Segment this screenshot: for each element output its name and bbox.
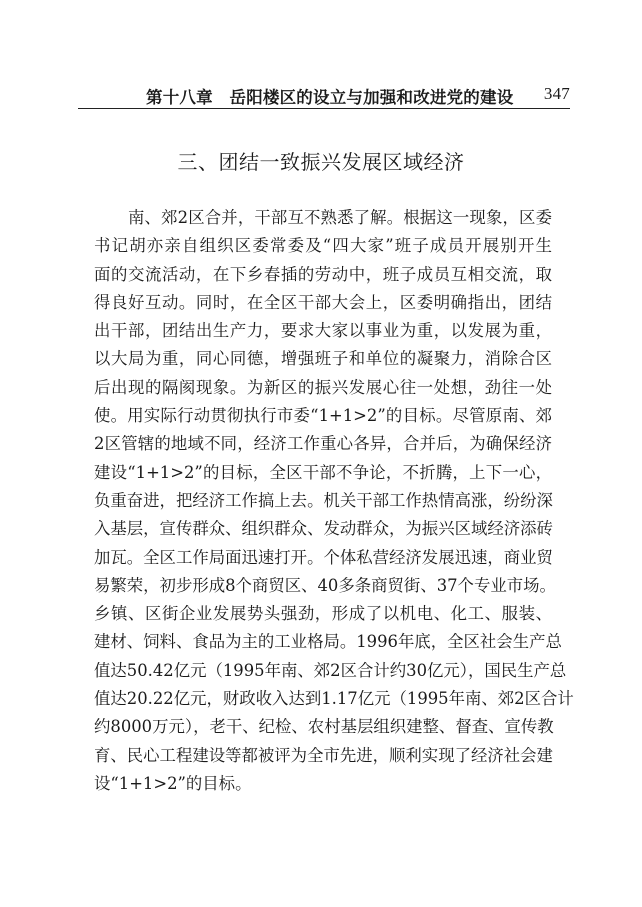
paragraph-line: 设“1+1>2”的目标。 [94, 773, 252, 793]
running-header [78, 81, 570, 107]
paragraph-line: 使。用实际行动贯彻执行市委“1+1>2”的目标。尽管原南、郊 [94, 406, 552, 426]
paragraph-line: 南、郊2区合并，干部互不熟悉了解。根据这一现象，区委 [128, 208, 552, 227]
chapter-title: 第十八章 岳阳楼区的设立与加强和改进党的建设 [146, 88, 514, 107]
paragraph-line: 面的交流活动，在下乡春插的劳动中，班子成员互相交流，取 [94, 264, 552, 284]
paragraph-line: 易繁荣，初步形成8个商贸区、40多条商贸街、37个专业市场。 [94, 575, 556, 595]
header-rule [78, 108, 570, 109]
paragraph-line: 值达20.22亿元，财政收入达到1.17亿元（1995年南、郊2区合计 [94, 689, 574, 709]
page-number: 347 [543, 84, 570, 103]
paragraph-line: 后出现的隔阂现象。为新区的振兴发展心往一处想，劲往一处 [94, 377, 552, 397]
paragraph-line: 负重奋进，把经济工作搞上去。机关干部工作热情高涨，纷纷深 [94, 490, 553, 510]
paragraph-line: 得良好互动。同时，在全区干部大会上，区委明确指出，团结 [94, 292, 552, 312]
paragraph-line: 育、民心工程建设等都被评为全市先进，顺利实现了经济社会建 [94, 745, 553, 765]
body-paragraph [94, 204, 574, 798]
paragraph-line: 建设“1+1>2”的目标，全区干部不争论，不折腾，上下一心， [94, 462, 552, 482]
paragraph-line: 建材、饲料、食品为主的工业格局。1996年底，全区社会生产总 [94, 632, 562, 652]
paragraph-line: 值达50.42亿元（1995年南、郊2区合计约30亿元），国民生产总 [94, 660, 567, 680]
paragraph-line: 2区管辖的地域不同，经济工作重心各异，合并后，为确保经济 [94, 434, 552, 454]
paragraph-line: 约8000万元），老干、纪检、农村基层组织建整、督查、宣传教 [94, 717, 554, 737]
paragraph-line: 以大局为重，同心同德，增强班子和单位的凝聚力，消除合区 [94, 349, 552, 369]
section-heading: 三、团结一致振兴发展区域经济 [177, 150, 465, 174]
paragraph-line: 乡镇、区街企业发展势头强劲，形成了以机电、化工、服装、 [94, 604, 552, 624]
paragraph-line: 出干部，团结出生产力，要求大家以事业为重，以发展为重， [94, 321, 552, 341]
paragraph-line: 书记胡亦亲自组织区委常委及“四大家”班子成员开展别开生 [94, 236, 552, 256]
paragraph-line: 入基层，宣传群众、组织群众、发动群众，为振兴区域经济添砖 [94, 519, 553, 539]
paragraph-line: 加瓦。全区工作局面迅速打开。个体私营经济发展迅速，商业贸 [94, 547, 553, 567]
